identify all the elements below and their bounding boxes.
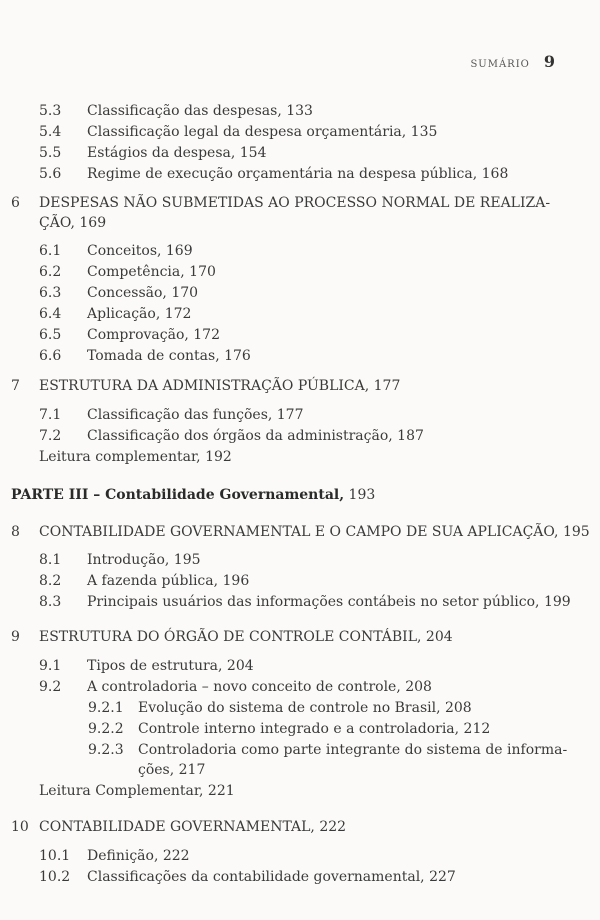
chapter-number: 8	[11, 524, 20, 540]
chapter-number: 7	[11, 378, 20, 394]
entry-text: Definição, 222	[87, 848, 190, 864]
entry-text: A controladoria – novo conceito de controle, 208	[87, 679, 432, 695]
entry-text: Tipos de estrutura, 204	[87, 658, 254, 674]
entry-text: Competência, 170	[87, 264, 216, 280]
chapter-title: DESPESAS NÃO SUBMETIDAS AO PROCESSO NORMAL DE REALIZA-	[39, 195, 551, 211]
entry-text: Regime de execução orçamentária na despesa pública, 168	[87, 166, 509, 182]
entry-number: 8.3	[39, 594, 62, 610]
entry-number: 6.5	[39, 327, 62, 343]
page-number: 9	[543, 52, 555, 71]
chapter-number: 10	[11, 819, 29, 835]
entry-text: Controle interno integrado e a controladoria, 212	[138, 721, 491, 737]
entry-number: 6.1	[39, 243, 62, 259]
entry-number: 9.2.3	[88, 742, 124, 758]
chapter-title: CONTABILIDADE GOVERNAMENTAL E O CAMPO DE SUA APLICAÇÃO, 195	[39, 524, 590, 540]
entry-number: 9.2	[39, 679, 62, 695]
entry-number: 5.4	[39, 124, 62, 140]
entry-number: 10.1	[39, 848, 71, 864]
entry-number: 6.2	[39, 264, 62, 280]
entry-text: Concessão, 170	[87, 285, 199, 301]
entry-text: Classificação das funções, 177	[87, 407, 304, 423]
entry-text: Controladoria como parte integrante do sistema de informa-	[138, 742, 568, 758]
entry-text: A fazenda pública, 196	[87, 573, 250, 589]
entry-text: ções, 217	[138, 762, 206, 778]
running-header	[470, 52, 555, 71]
entry-text: Leitura complementar, 192	[39, 449, 232, 465]
entry-number: 5.5	[39, 145, 62, 161]
entry-text: Conceitos, 169	[87, 243, 193, 259]
entry-text: Classificação legal da despesa orçamentária, 135	[87, 124, 438, 140]
entry-number: 8.1	[39, 552, 62, 568]
entry-number: 9.1	[39, 658, 62, 674]
entry-number: 7.1	[39, 407, 62, 423]
entry-text: Evolução do sistema de controle no Brasil, 208	[138, 700, 472, 716]
chapter-title: ÇÃO, 169	[39, 215, 107, 231]
entry-text: Classificação dos órgãos da administração, 187	[87, 428, 424, 444]
entry-text: Classificação das despesas, 133	[87, 103, 313, 119]
entry-text: Classificações da contabilidade governamental, 227	[87, 869, 456, 885]
entry-text: Tomada de contas, 176	[87, 348, 251, 364]
entry-text: Introdução, 195	[87, 552, 201, 568]
entry-number: 6.4	[39, 306, 62, 322]
entry-text: Aplicação, 172	[87, 306, 192, 322]
entry-text: Estágios da despesa, 154	[87, 145, 267, 161]
entry-text: Principais usuários das informações contábeis no setor público, 199	[87, 594, 571, 610]
entry-text: Leitura Complementar, 221	[39, 783, 235, 799]
entry-number: 9.2.1	[88, 700, 124, 716]
entry-number: 5.3	[39, 103, 62, 119]
chapter-title: ESTRUTURA DO ÓRGÃO DE CONTROLE CONTÁBIL, 204	[39, 629, 453, 645]
header-label: SUMÁRIO	[470, 59, 530, 70]
entry-number: 6.6	[39, 348, 62, 364]
entry-number: 6.3	[39, 285, 62, 301]
entry-number: 8.2	[39, 573, 62, 589]
part-page: 193	[344, 487, 376, 503]
part-heading	[11, 485, 375, 505]
part-title: PARTE III – Contabilidade Governamental,	[11, 487, 345, 503]
chapter-title: ESTRUTURA DA ADMINISTRAÇÃO PÚBLICA, 177	[39, 378, 401, 394]
entry-number: 5.6	[39, 166, 62, 182]
entry-number: 7.2	[39, 428, 62, 444]
entry-number: 10.2	[39, 869, 71, 885]
chapter-number: 6	[11, 195, 20, 211]
chapter-number: 9	[11, 629, 20, 645]
entry-number: 9.2.2	[88, 721, 124, 737]
entry-text: Comprovação, 172	[87, 327, 220, 343]
chapter-title: CONTABILIDADE GOVERNAMENTAL, 222	[39, 819, 347, 835]
